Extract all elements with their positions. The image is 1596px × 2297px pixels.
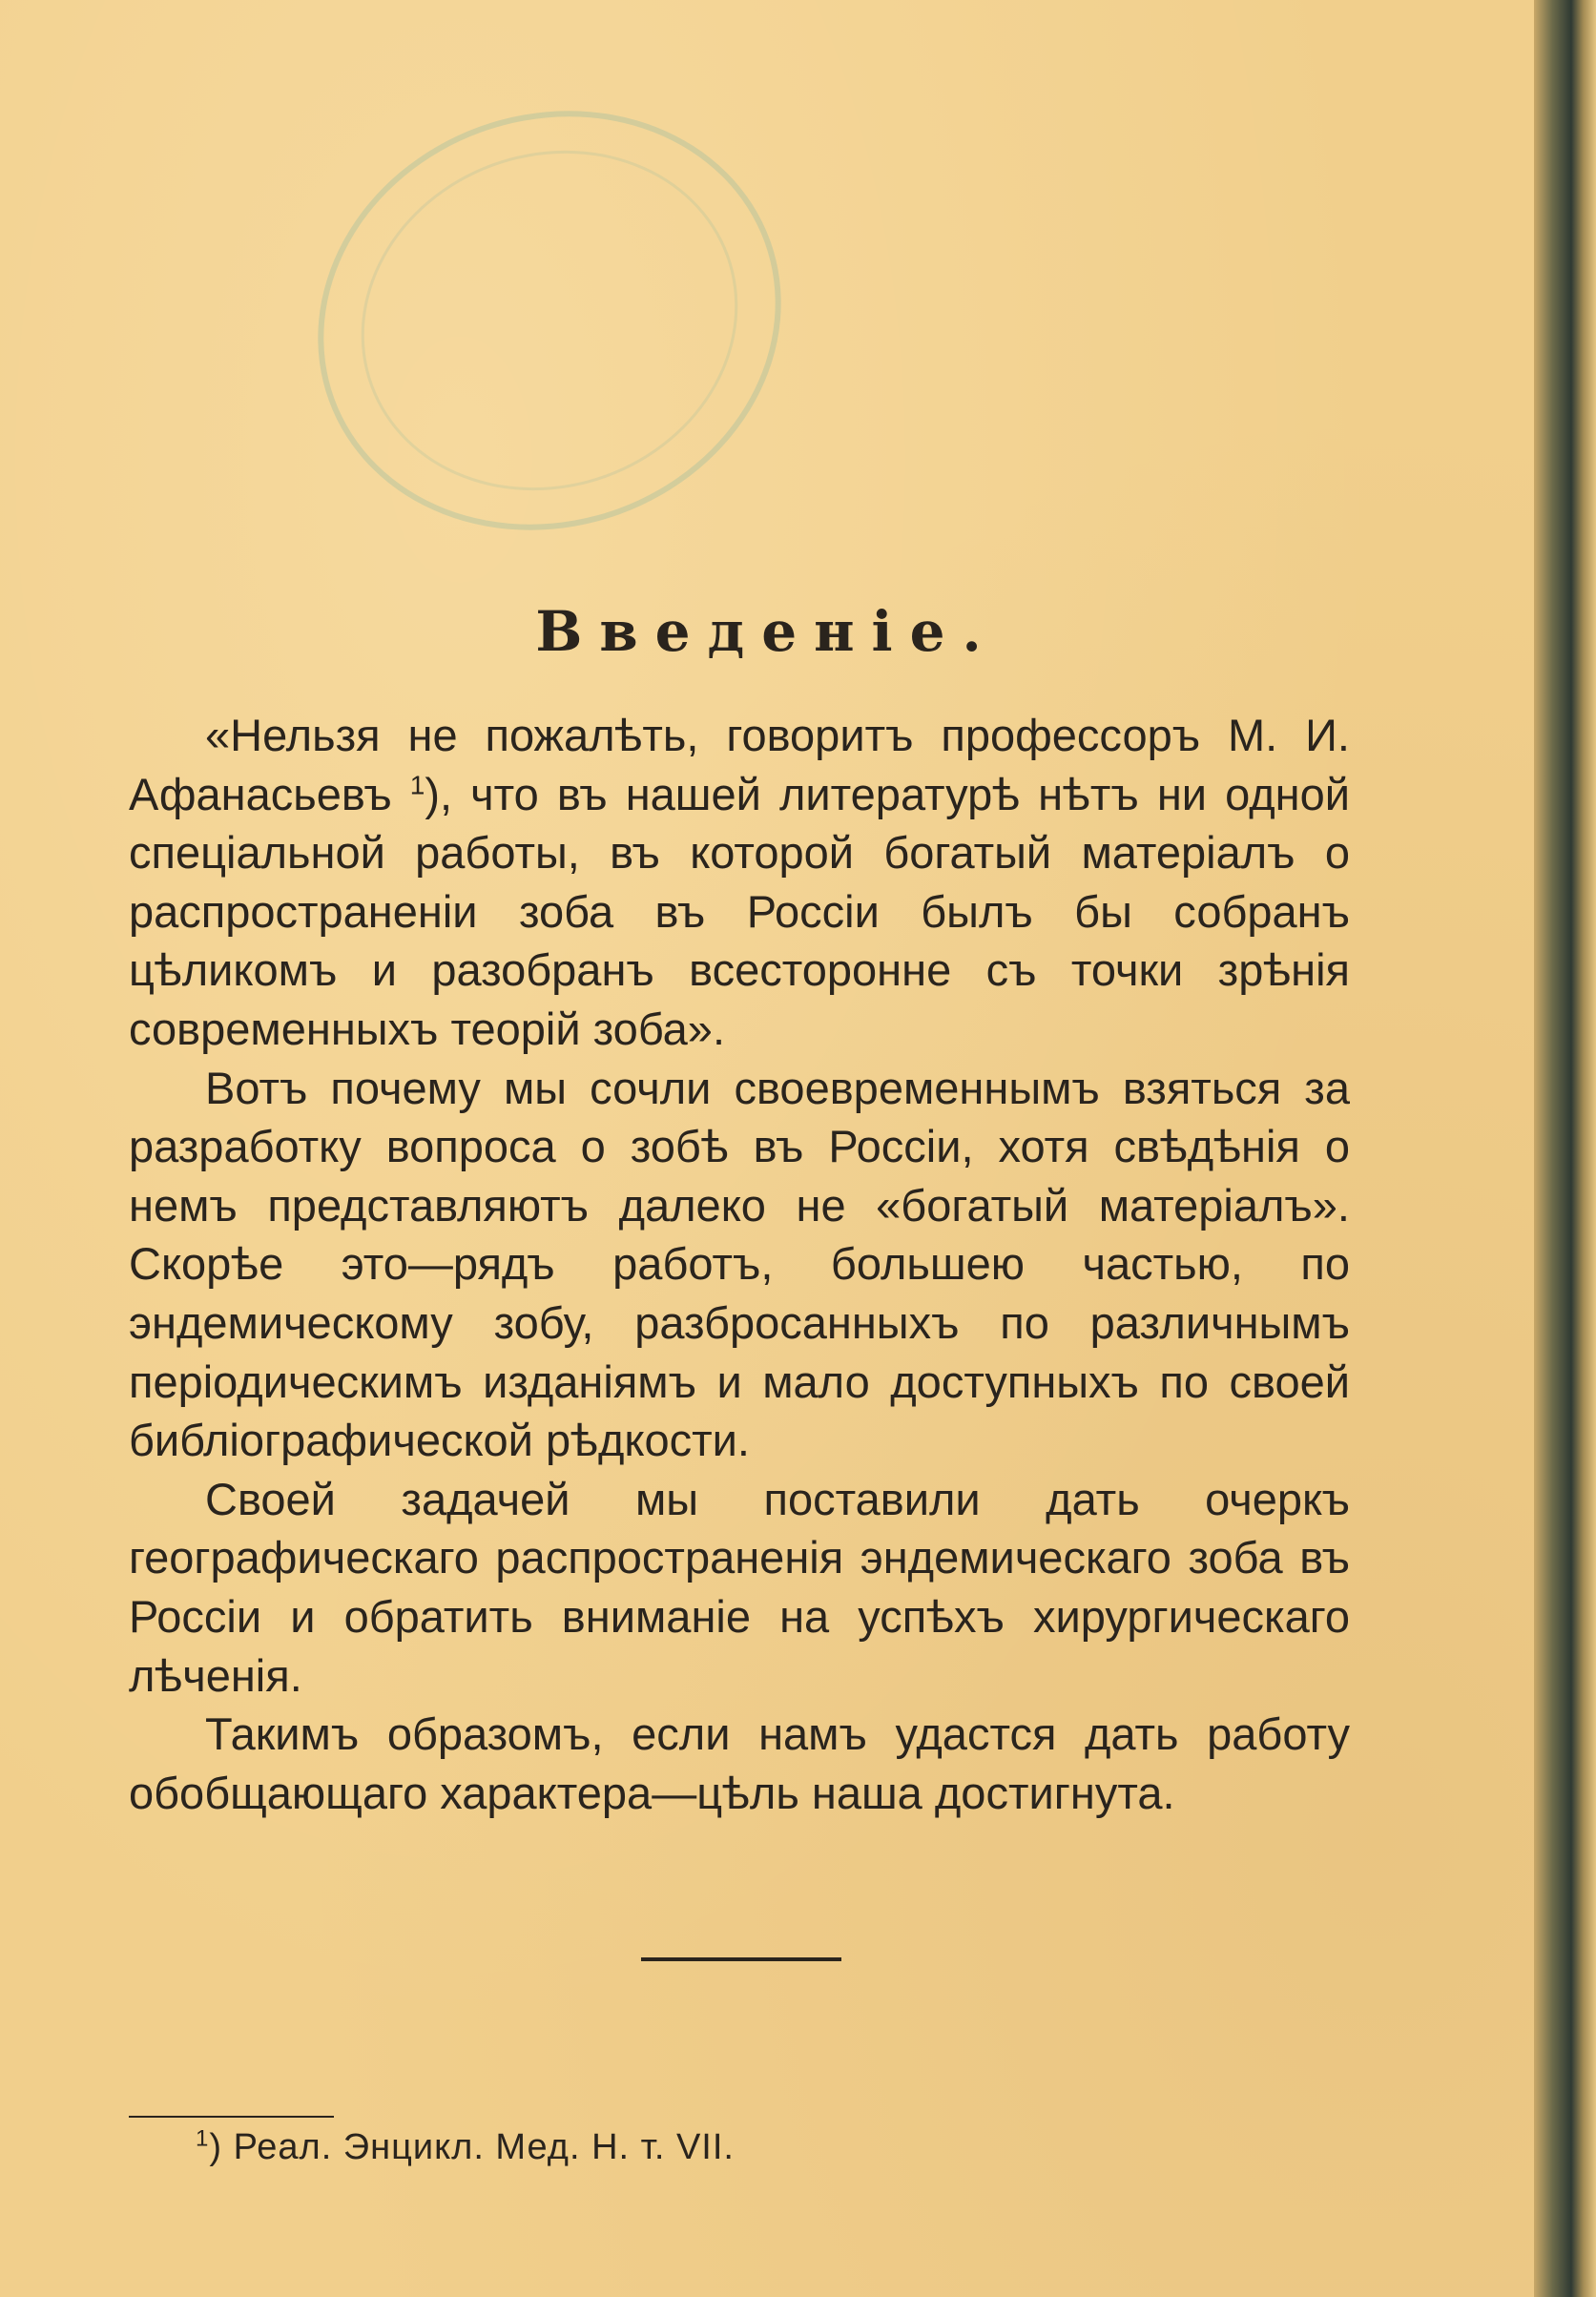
footnote-text: ) Реал. Энцикл. Мед. Н. т. VII. xyxy=(209,2127,735,2167)
footnote-separator xyxy=(129,2116,334,2118)
paragraph-1-text-end: ), что въ нашей литературѣ нѣтъ ни одной спеціальной работы, въ которой богатый матеріалъ о распространеніи зоба въ Россіи былъ бы собранъ цѣликомъ и разобранъ всесторонне съ точки зрѣнія современныхъ теорій зоба». xyxy=(129,768,1351,1054)
footnote-mark: 1 xyxy=(196,2125,210,2152)
paragraph-1 xyxy=(129,706,1350,1059)
footnote xyxy=(196,2127,735,2168)
library-stamp xyxy=(259,47,840,594)
section-end-rule xyxy=(641,1957,841,1961)
paragraph-1-text-start: «Нельзя не пожалѣть, говоритъ профессоръ М. И. Афанасьевъ xyxy=(129,710,1350,819)
paragraph-4: Такимъ образомъ, если намъ удастся дать работу обобщающаго характера—цѣль наша достигнута. xyxy=(129,1708,1350,1818)
book-edge xyxy=(1534,0,1596,2297)
page-body xyxy=(129,706,1350,1822)
chapter-title: Введеніе. xyxy=(535,599,999,664)
library-stamp-inner-ring xyxy=(313,98,786,543)
footnote-reference: 1 xyxy=(409,769,425,799)
paragraph-3: Своей задачей мы поставили дать очеркъ географическаго распространенія эндемическаго зоба въ Россіи и обратить вниманіе на успѣхъ хирургическаго лѣченія. xyxy=(129,1473,1350,1701)
paragraph-2: Вотъ почему мы сочли своевременнымъ взяться за разработку вопроса о зобѣ въ Россіи, хотя свѣдѣнія о немъ представляютъ далеко не «богатый матеріалъ». Скорѣе это—рядъ работъ, большею частью, по эндемическому зобу, разбросанныхъ по различнымъ періодическимъ изданіямъ и мало доступныхъ по своей библіографической рѣдкости. xyxy=(129,1062,1350,1466)
